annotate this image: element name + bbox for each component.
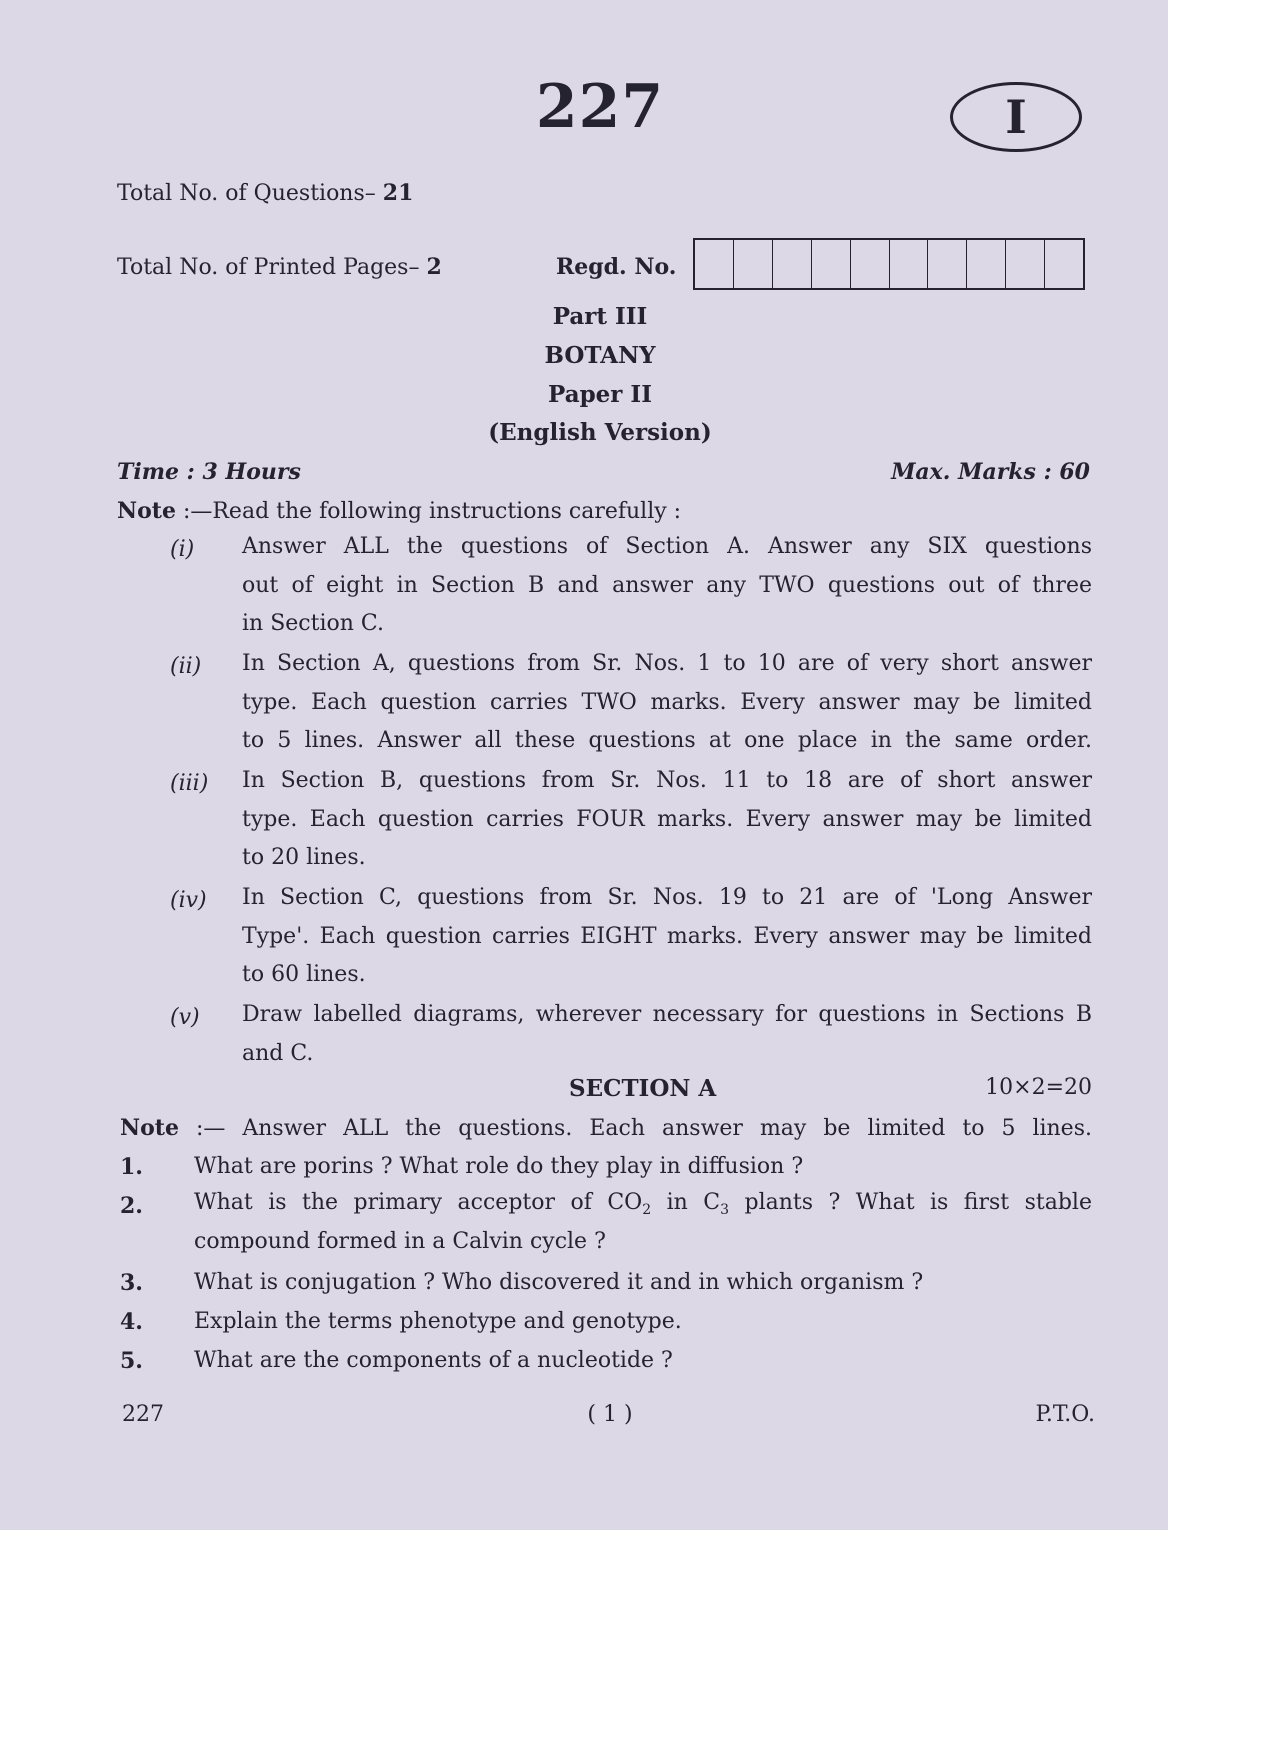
note-item-number: (iii): [170, 771, 209, 796]
set-letter: I: [1005, 90, 1027, 144]
general-note-intro: :—Read the following instructions carefully :: [182, 499, 682, 524]
question-text: What are porins ? What role do they play in diffusion ?: [194, 1154, 804, 1179]
section-a-title: SECTION A: [569, 1075, 717, 1102]
regd-cell[interactable]: [812, 240, 851, 288]
question-text: What is the primary acceptor of $CO_2$ in $C_3$ plants ? What is first stable compound formed in a Calvin cycle ?: [194, 1190, 1092, 1254]
note-item-number: (ii): [170, 654, 202, 679]
section-a-note-text: :— Answer ALL the questions. Each answer may be limited to 5 lines.: [195, 1116, 1092, 1141]
regd-cell[interactable]: [1006, 240, 1045, 288]
subject-heading: BOTANY: [544, 342, 656, 369]
note-item-number: (v): [170, 1005, 200, 1030]
regd-cell[interactable]: [695, 240, 734, 288]
printed-pages: [117, 254, 442, 280]
total-questions-value: 21: [382, 180, 414, 206]
question-number: 4.: [120, 1309, 143, 1335]
question-number: 1.: [120, 1154, 143, 1180]
paper-heading: Paper II: [548, 381, 652, 408]
time-allowed: Time : 3 Hours: [117, 459, 301, 485]
note-item-number: (i): [170, 537, 195, 562]
pto-label: P.T.O.: [1035, 1402, 1095, 1427]
max-marks: Max. Marks : 60: [891, 459, 1090, 485]
printed-pages-value: 2: [426, 254, 442, 280]
question-text: Explain the terms phenotype and genotype.: [194, 1309, 682, 1334]
note-item-text: In Section C, questions from Sr. Nos. 19 to 21 are of 'Long Answer Type'. Each question carries EIGHT marks. Every answer may be limited to 60 lines.: [242, 885, 1092, 987]
regd-number-boxes[interactable]: [693, 238, 1085, 290]
regd-cell[interactable]: [890, 240, 929, 288]
regd-cell[interactable]: [773, 240, 812, 288]
version-heading: (English Version): [488, 419, 712, 446]
total-questions: [117, 180, 413, 206]
regd-cell[interactable]: [851, 240, 890, 288]
general-note-label: Note: [117, 498, 176, 524]
note-item-text: Draw labelled diagrams, wherever necessary for questions in Sections B and C.: [242, 1002, 1092, 1066]
regd-cell[interactable]: [928, 240, 967, 288]
note-item-number: (iv): [170, 888, 207, 913]
question-number: 2.: [120, 1193, 143, 1219]
page-number: ( 1 ): [587, 1402, 633, 1427]
note-item-text: In Section A, questions from Sr. Nos. 1 to 10 are of very short answer type. Each question carries TWO marks. Every answer may be limited to 5 lines. Answer all these questions at one place in the same order.: [242, 651, 1092, 753]
note-item-text: In Section B, questions from Sr. Nos. 11 to 18 are of short answer type. Each question carries FOUR marks. Every answer may be limited to 20 lines.: [242, 768, 1092, 870]
footer-code: 227: [122, 1402, 164, 1427]
question-number: 5.: [120, 1348, 143, 1374]
printed-pages-label: Total No. of Printed Pages–: [117, 255, 420, 280]
section-a-note: [120, 1115, 1092, 1141]
total-questions-label: Total No. of Questions–: [117, 181, 376, 206]
question-text: What is conjugation ? Who discovered it and in which organism ?: [194, 1270, 924, 1295]
part-heading: Part III: [552, 303, 648, 330]
regd-cell[interactable]: [967, 240, 1006, 288]
question-text: What are the components of a nucleotide ?: [194, 1348, 673, 1373]
general-note: [117, 498, 681, 524]
section-a-marks: 10×2=20: [985, 1075, 1092, 1100]
regd-cell[interactable]: [1045, 240, 1083, 288]
paper-code: 227: [535, 72, 665, 142]
regd-cell[interactable]: [734, 240, 773, 288]
regd-label: Regd. No.: [556, 254, 677, 280]
section-a-note-label: Note: [120, 1115, 179, 1141]
question-number: 3.: [120, 1270, 143, 1296]
note-item-text: Answer ALL the questions of Section A. Answer any SIX questions out of eight in Section B and answer any TWO questions out of three in Section C.: [242, 534, 1092, 636]
